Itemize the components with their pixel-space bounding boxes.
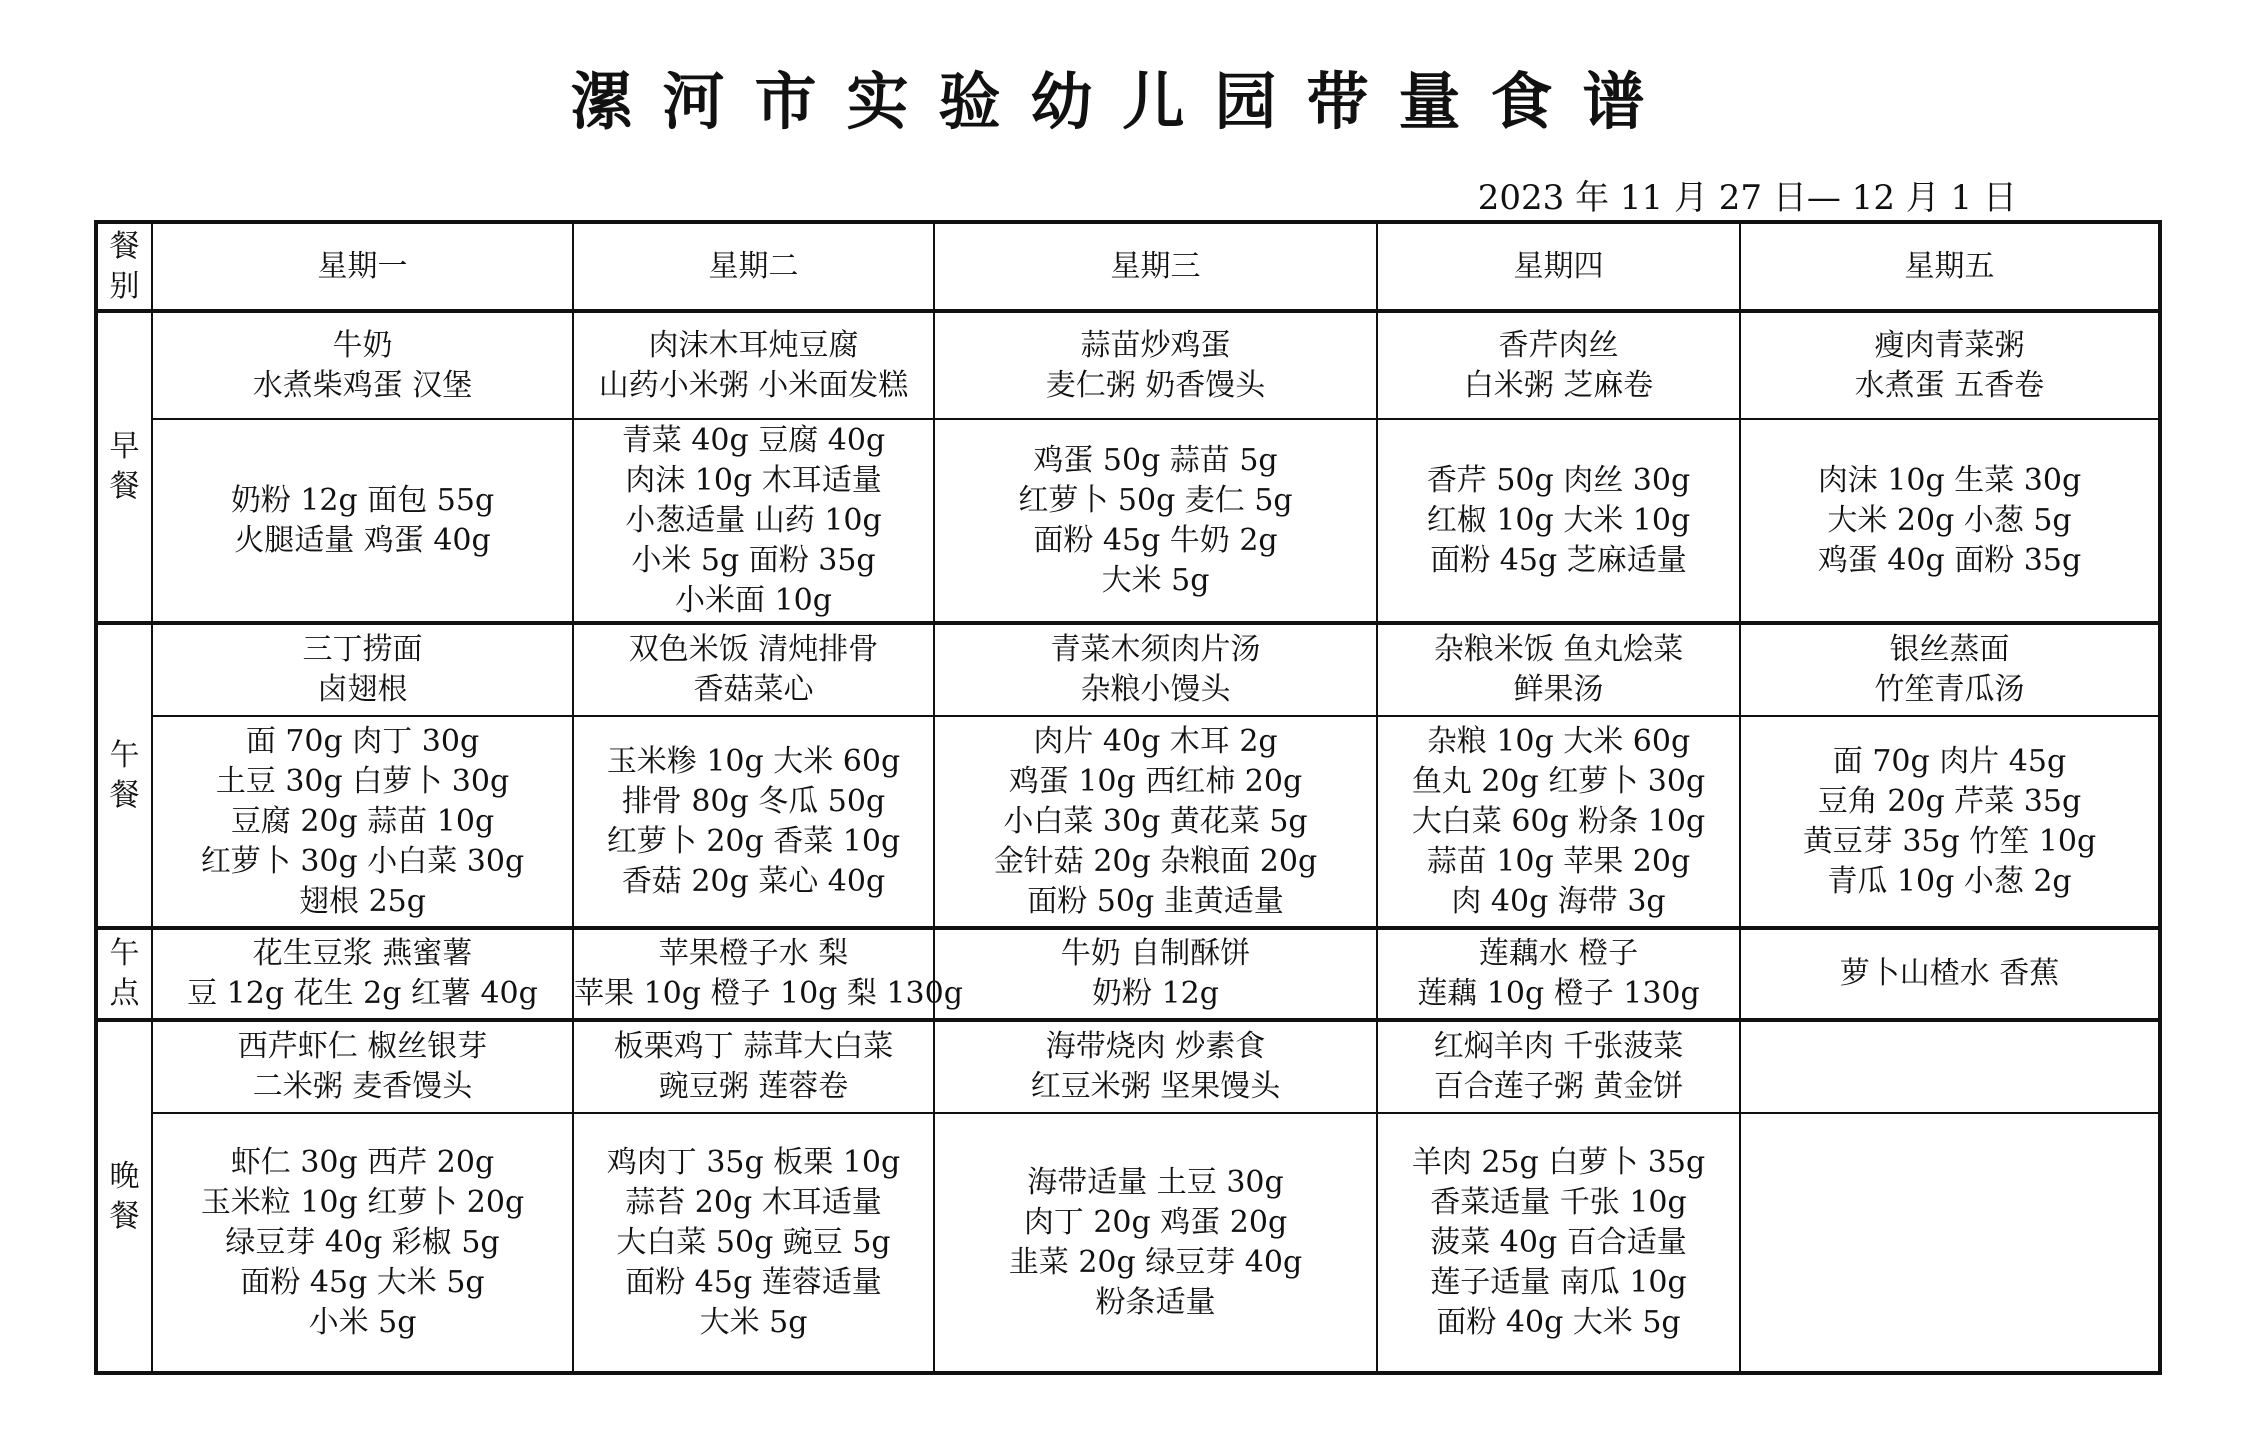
date-range: 2023 年 11 月 27 日— 12 月 1 日 xyxy=(1477,178,2017,218)
cell-line: 西芹虾仁 椒丝银芽 xyxy=(237,1029,488,1064)
ingredient-cell xyxy=(573,1113,934,1373)
cell-line: 玉米糁 10g 大米 60g xyxy=(606,743,901,779)
cell-line: 粉条适量 xyxy=(1095,1284,1216,1320)
cell-line: 红萝卜 30g 小白菜 30g xyxy=(200,843,525,879)
cell-line: 麦仁粥 奶香馒头 xyxy=(1045,367,1266,403)
ingredient-cell xyxy=(1740,1113,2160,1373)
cell-line: 青菜木须肉片汤 xyxy=(1050,632,1261,667)
cell-line: 小米 5g 面粉 35g xyxy=(631,542,876,578)
cell-line: 小白菜 30g 黄花菜 5g xyxy=(1003,803,1308,839)
ingredient-row xyxy=(96,1113,2160,1373)
cell-line: 银丝蒸面 xyxy=(1889,632,2010,667)
dish-cell xyxy=(934,623,1377,716)
dish-cell xyxy=(1740,623,2160,716)
dish-cell xyxy=(152,1020,573,1113)
cell-line: 莲子适量 南瓜 10g xyxy=(1430,1264,1687,1300)
cell-line: 土豆 30g 白萝卜 30g xyxy=(215,763,510,799)
cell-line: 小米面 10g xyxy=(675,582,832,618)
dish-cell xyxy=(573,1020,934,1113)
dish-cell xyxy=(1377,1020,1740,1113)
cell-line: 双色米饭 清炖排骨 xyxy=(628,632,879,667)
cell-line: 红焖羊肉 千张菠菜 xyxy=(1433,1029,1684,1064)
cell-line: 海带适量 土豆 30g xyxy=(1027,1164,1284,1200)
ingredient-cell xyxy=(1377,1113,1740,1373)
cell-line: 大米 5g xyxy=(1101,562,1210,598)
snack-cell xyxy=(1740,928,2160,1020)
cell-line: 香菜适量 千张 10g xyxy=(1430,1184,1687,1220)
cell-line: 二米粥 麦香馒头 xyxy=(252,1069,473,1104)
ingredient-row xyxy=(96,419,2160,623)
cell-line: 莲藕水 橙子 xyxy=(1478,936,1639,971)
snack-cell xyxy=(934,928,1377,1020)
menu-table xyxy=(94,220,2162,1375)
snack-cell xyxy=(152,928,573,1020)
cell-line: 海带烧肉 炒素食 xyxy=(1045,1029,1266,1064)
cell-line: 肉沫木耳炖豆腐 xyxy=(648,327,859,363)
cell-line: 绿豆芽 40g 彩椒 5g xyxy=(225,1224,500,1260)
cell-line: 金针菇 20g 杂粮面 20g xyxy=(993,843,1318,879)
ingredient-cell xyxy=(1740,716,2160,928)
cell-line: 肉片 40g 木耳 2g xyxy=(1033,723,1278,759)
cell-line: 餐 xyxy=(109,777,140,813)
cell-line: 水煮柴鸡蛋 汉堡 xyxy=(252,367,473,403)
meal-category-cell xyxy=(96,222,152,311)
dish-cell xyxy=(573,311,934,419)
cell-line: 青瓜 10g 小葱 2g xyxy=(1827,863,2072,899)
cell-line: 肉丁 20g 鸡蛋 20g xyxy=(1023,1204,1288,1240)
cell-line: 点 xyxy=(109,976,140,1011)
cell-line: 苹果橙子水 梨 xyxy=(658,936,849,971)
cell-line: 大米 5g xyxy=(699,1304,808,1340)
cell-line: 面粉 50g 韭黄适量 xyxy=(1027,883,1284,919)
ingredient-cell xyxy=(152,419,573,623)
cell-line: 杂粮小馒头 xyxy=(1080,672,1231,707)
cell-line: 翅根 25g xyxy=(299,883,426,919)
ingredient-cell xyxy=(934,419,1377,623)
cell-line: 别 xyxy=(109,268,140,304)
ingredient-row xyxy=(96,716,2160,928)
ingredient-cell xyxy=(1740,419,2160,623)
cell-line: 鸡蛋 50g 蒜苗 5g xyxy=(1033,442,1278,478)
cell-line: 瘦肉青菜粥 xyxy=(1874,327,2025,363)
cell-line: 菠菜 40g 百合适量 xyxy=(1430,1224,1687,1260)
snack-cell xyxy=(573,928,963,1020)
dish-cell xyxy=(934,311,1377,419)
cell-line: 香芹肉丝 xyxy=(1498,327,1619,363)
day-header: 星期五 xyxy=(1740,222,2160,311)
cell-line: 虾仁 30g 西芹 20g xyxy=(230,1144,495,1180)
dish-row xyxy=(96,1020,2160,1113)
cell-line: 面粉 45g 大米 5g xyxy=(240,1264,485,1300)
cell-line: 板栗鸡丁 蒜茸大白菜 xyxy=(613,1029,894,1064)
cell-line: 小米 5g xyxy=(308,1304,417,1340)
meal-category-cell xyxy=(96,1020,152,1373)
cell-line: 面粉 45g 牛奶 2g xyxy=(1033,522,1278,558)
cell-line: 花生豆浆 燕蜜薯 xyxy=(252,936,473,971)
day-header: 星期四 xyxy=(1377,222,1740,311)
cell-line: 鸡蛋 40g 面粉 35g xyxy=(1817,542,2082,578)
cell-line: 豌豆粥 莲蓉卷 xyxy=(658,1069,849,1104)
cell-line: 小葱适量 山药 10g xyxy=(625,502,882,538)
day-header: 星期三 xyxy=(934,222,1377,311)
meal-category-cell xyxy=(96,928,152,1020)
cell-line: 排骨 80g 冬瓜 50g xyxy=(621,783,886,819)
dish-cell xyxy=(1377,311,1740,419)
cell-line: 青菜 40g 豆腐 40g xyxy=(621,422,886,458)
dish-row xyxy=(96,623,2160,716)
cell-line: 肉沫 10g 木耳适量 xyxy=(625,462,882,498)
snack-row xyxy=(96,928,2160,1020)
cell-line: 红椒 10g 大米 10g xyxy=(1426,502,1691,538)
cell-line: 杂粮米饭 鱼丸烩菜 xyxy=(1433,632,1684,667)
cell-line: 香菇 20g 菜心 40g xyxy=(621,863,886,899)
cell-line: 鸡蛋 10g 西红柿 20g xyxy=(1008,763,1303,799)
meal-category-cell xyxy=(96,311,152,623)
cell-line: 香芹 50g 肉丝 30g xyxy=(1426,462,1691,498)
cell-line: 午 xyxy=(109,936,140,971)
cell-line: 大白菜 50g 豌豆 5g xyxy=(616,1224,891,1260)
cell-line: 卤翅根 xyxy=(317,672,408,707)
ingredient-cell xyxy=(934,716,1377,928)
cell-line: 面粉 40g 大米 5g xyxy=(1436,1304,1681,1340)
snack-cell xyxy=(1377,928,1740,1020)
cell-line: 餐 xyxy=(109,1198,140,1234)
cell-line: 肉 40g 海带 3g xyxy=(1451,883,1666,919)
cell-line: 玉米粒 10g 红萝卜 20g xyxy=(200,1184,525,1220)
dish-cell xyxy=(573,623,934,716)
dish-cell xyxy=(1740,1020,2160,1113)
cell-line: 竹笙青瓜汤 xyxy=(1874,672,2025,707)
cell-line: 水煮蛋 五香卷 xyxy=(1854,367,2045,403)
cell-line: 面粉 45g 芝麻适量 xyxy=(1430,542,1687,578)
cell-line: 早 xyxy=(109,429,140,464)
cell-line: 百合莲子粥 黄金饼 xyxy=(1433,1069,1684,1104)
cell-line: 鲜果汤 xyxy=(1513,672,1604,707)
cell-line: 大米 20g 小葱 5g xyxy=(1827,502,2072,538)
cell-line: 牛奶 xyxy=(332,327,393,363)
cell-line: 面 70g 肉丁 30g xyxy=(245,723,480,759)
cell-line: 肉沫 10g 生菜 30g xyxy=(1817,462,2082,498)
cell-line: 面粉 45g 莲蓉适量 xyxy=(625,1264,882,1300)
cell-line: 韭菜 20g 绿豆芽 40g xyxy=(1008,1244,1303,1280)
ingredient-cell xyxy=(152,716,573,928)
cell-line: 鱼丸 20g 红萝卜 30g xyxy=(1411,763,1706,799)
cell-line: 蒜苗 10g 苹果 20g xyxy=(1426,843,1691,879)
cell-line: 豆腐 20g 蒜苗 10g xyxy=(230,803,495,839)
dish-cell xyxy=(152,311,573,419)
ingredient-cell xyxy=(152,1113,573,1373)
cell-line: 香菇菜心 xyxy=(693,672,814,707)
cell-line: 黄豆芽 35g 竹笙 10g xyxy=(1802,823,2097,859)
dish-cell xyxy=(1377,623,1740,716)
dish-cell xyxy=(152,623,573,716)
cell-line: 午 xyxy=(109,737,140,773)
cell-line: 山药小米粥 小米面发糕 xyxy=(598,367,909,403)
meal-category-cell xyxy=(96,623,152,928)
dish-cell xyxy=(934,1020,1377,1113)
cell-line: 白米粥 芝麻卷 xyxy=(1463,367,1654,403)
dish-cell xyxy=(1740,311,2160,419)
cell-line: 红萝卜 50g 麦仁 5g xyxy=(1018,482,1293,518)
page-title: 漯河市实验幼儿园带量食谱 xyxy=(570,65,1675,138)
cell-line: 红豆米粥 坚果馒头 xyxy=(1030,1069,1281,1104)
day-header: 星期二 xyxy=(573,222,934,311)
cell-line: 大白菜 60g 粉条 10g xyxy=(1411,803,1706,839)
cell-line: 奶粉 12g xyxy=(1092,976,1219,1011)
cell-line: 牛奶 自制酥饼 xyxy=(1060,936,1251,971)
cell-line: 莲藕 10g 橙子 130g xyxy=(1417,976,1700,1011)
cell-line: 餐 xyxy=(109,228,140,264)
day-header: 星期一 xyxy=(152,222,573,311)
cell-line: 晚 xyxy=(109,1158,140,1194)
cell-line: 豆角 20g 芹菜 35g xyxy=(1817,783,2082,819)
cell-line: 蒜苔 20g 木耳适量 xyxy=(625,1184,882,1220)
cell-line: 苹果 10g 橙子 10g 梨 130g xyxy=(574,976,963,1011)
cell-line: 杂粮 10g 大米 60g xyxy=(1426,723,1691,759)
cell-line: 面 70g 肉片 45g xyxy=(1832,743,2067,779)
cell-line: 鸡肉丁 35g 板栗 10g xyxy=(606,1144,901,1180)
cell-line: 羊肉 25g 白萝卜 35g xyxy=(1411,1144,1706,1180)
cell-line: 奶粉 12g 面包 55g xyxy=(230,482,495,518)
cell-line: 蒜苗炒鸡蛋 xyxy=(1080,327,1231,363)
cell-line: 红萝卜 20g 香菜 10g xyxy=(606,823,901,859)
cell-line: 萝卜山楂水 香蕉 xyxy=(1839,956,2060,991)
ingredient-cell xyxy=(1377,419,1740,623)
ingredient-cell xyxy=(1377,716,1740,928)
cell-line: 三丁捞面 xyxy=(302,632,423,667)
ingredient-cell xyxy=(934,1113,1377,1373)
header-row xyxy=(96,222,2160,311)
ingredient-cell xyxy=(573,716,934,928)
ingredient-cell xyxy=(573,419,934,623)
dish-row xyxy=(96,311,2160,419)
cell-line: 豆 12g 花生 2g 红薯 40g xyxy=(187,976,538,1011)
cell-line: 火腿适量 鸡蛋 40g xyxy=(234,522,491,558)
cell-line: 餐 xyxy=(109,469,140,504)
